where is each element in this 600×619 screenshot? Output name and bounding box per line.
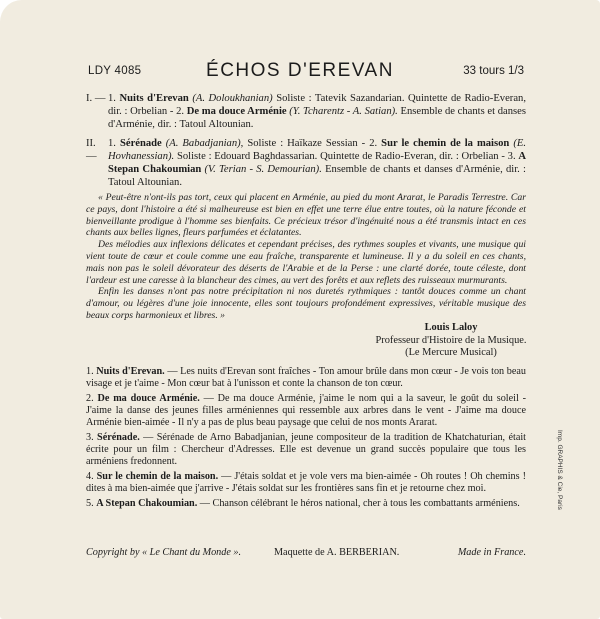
track-index: 3.: [507, 151, 516, 162]
side-number: I. —: [86, 93, 106, 104]
note-title: A Stepan Chakoumian.: [96, 498, 198, 509]
track-title: Sur le chemin de la maison: [381, 138, 510, 149]
track-details: Soliste : Edouard Baghdassarian. Quintette de Radio-Everan, dir. : Orbelian -: [176, 151, 505, 162]
note-index: 4.: [86, 471, 94, 482]
track-author: (A. Babadjanian),: [165, 138, 244, 149]
signature-name: Louis Laloy: [424, 322, 478, 333]
signature-role: Professeur d'Histoire de la Musique.: [375, 334, 527, 346]
track-author: (A. Doloukhanian): [192, 93, 273, 104]
track-details: Soliste : Tatevik Sazandarian. Quintette de Radio-Everan, dir. : Orbelian -: [108, 93, 526, 117]
printer-credit: Imp. GRAPHIS & Cie, Paris: [556, 430, 563, 510]
album-title: ÉCHOS D'EREVAN: [206, 60, 394, 81]
note-item: [86, 366, 526, 390]
side-two: [86, 137, 526, 189]
note-text: — J'étais soldat et je vole vers ma bien-aimée - Oh routes ! Oh chemins ! dites à ma bien-aimée que j'arrive - J'étais soldat sur les frontières sans fin et je retourne chez moi.: [86, 471, 526, 494]
track-index: 1.: [108, 93, 116, 104]
side-one: [86, 92, 526, 131]
track-title: Nuits d'Erevan: [119, 93, 189, 104]
note-item: [86, 471, 526, 495]
header: [0, 60, 600, 86]
track-details: Ensemble de chants et danses d'Arménie, dir. : Tatoul Altounian.: [108, 164, 526, 188]
track-author: (E. Hovhanessian).: [108, 138, 526, 162]
quote-paragraph: Enfin les danses n'ont pas notre précipitation ni nos duretés rythmiques : tantôt douces comme un chant d'amour, ou légères d'une joie innocente, elles sont toujours profondément expressives, véritable musique des beaux corps harmonieux et libres. »: [86, 286, 526, 321]
track-author: (Y. Tcharentz - A. Satian).: [289, 106, 398, 117]
side-tracks: [108, 92, 526, 131]
note-index: 2.: [86, 393, 94, 404]
signature-source: (Le Mercure Musical): [405, 347, 497, 358]
record-speed: 33 tours 1/3: [463, 65, 524, 77]
side-number: II. —: [86, 138, 97, 162]
track-title: De ma douce Arménie: [186, 106, 287, 117]
track-index: 1.: [108, 138, 116, 149]
track-details: Soliste : Haïkaze Sessian -: [247, 138, 366, 149]
note-text: — Les nuits d'Erevan sont fraîches - Ton amour brûle dans mon cœur - Je vois ton beau visage et je t'aime - Mon cœur bat à l'unisson et conte la chanson de ton cœur.: [86, 366, 526, 389]
note-title: Sérénade.: [97, 432, 140, 443]
note-title: Sur le chemin de la maison.: [96, 471, 219, 482]
song-notes: [86, 366, 526, 513]
note-item: [86, 393, 526, 429]
note-text: — Sérénade de Arno Babadjanian, jeune compositeur de la tradition de Khatchaturian, était écrite pour un film : Chercheur d'Adresses. Elle est devenue un grand succès populaire que tous les arméniens fredonnent.: [86, 432, 527, 467]
design-credit: Maquette de A. BERBERIAN.: [274, 547, 400, 558]
track-list: [86, 92, 526, 195]
quote-paragraph: Des mélodies aux inflexions délicates et cependant précises, des rythmes souples et vivants, une musique qui vient toute de cœur et coule comme une eau fraîche, transparente et lumineuse. Il y a du soleil en ces chants, mais non pas le soleil dévorateur des déserts de l'Arabie et de la Perse : une clarté dorée, toute céleste, dont l'ardeur est une caresse à la blancheur des cimes, au vert des forêts et aux reflets des ruisseaux murmurants.: [86, 239, 526, 286]
signature: [366, 322, 536, 360]
note-title: De ma douce Arménie.: [97, 393, 200, 404]
note-text: — Chanson célébrant le héros national, cher à tous les combattants arméniens.: [199, 498, 520, 509]
liner-quote: [86, 192, 526, 322]
side-tracks: [108, 137, 526, 189]
track-index: 2.: [369, 138, 378, 149]
note-index: 3.: [86, 432, 94, 443]
note-item: [86, 432, 526, 468]
note-title: Nuits d'Erevan.: [96, 366, 165, 377]
track-details: Ensemble de chants et danses d'Arménie, dir. : Tatoul Altounian.: [108, 106, 526, 130]
track-author: (V. Terian - S. Demourian).: [204, 164, 322, 175]
note-text: — De ma douce Arménie, j'aime le nom qui a la saveur, le goût du soleil - J'aime la danse des jeunes filles arméniennes qui ressemble aux arbres dans le vent - J'aime ma douce Arménie bien-aimée - Il n'y a pas de plus beau paysage que celui de nos monts Ararat.: [86, 393, 527, 428]
track-index: 2.: [176, 106, 185, 117]
track-title: A Stepan Chakoumian: [108, 151, 527, 175]
note-index: 1.: [86, 366, 94, 377]
copyright: Copyright by « Le Chant du Monde ».: [86, 547, 242, 558]
note-item: [86, 498, 526, 510]
note-index: 5.: [86, 498, 94, 509]
made-in: Made in France.: [457, 547, 526, 558]
catalog-number: LDY 4085: [88, 65, 142, 77]
track-title: Sérénade: [119, 138, 162, 149]
quote-paragraph: « Peut-être n'ont-ils pas tort, ceux qui placent en Arménie, au pied du mont Ararat, le Paradis Terrestre. Car ce pays, dont l'histoire a été si malheureuse est bien en effet une terre élue entre toutes, où la nature féconde et bienveillante prodigue à l'homme ses bienfaits. Ce précieux trésor d'ingénuité nous a été transmis intact en ces chants aux belles lignes, fleurs parfumées et éclatantes.: [86, 192, 526, 239]
